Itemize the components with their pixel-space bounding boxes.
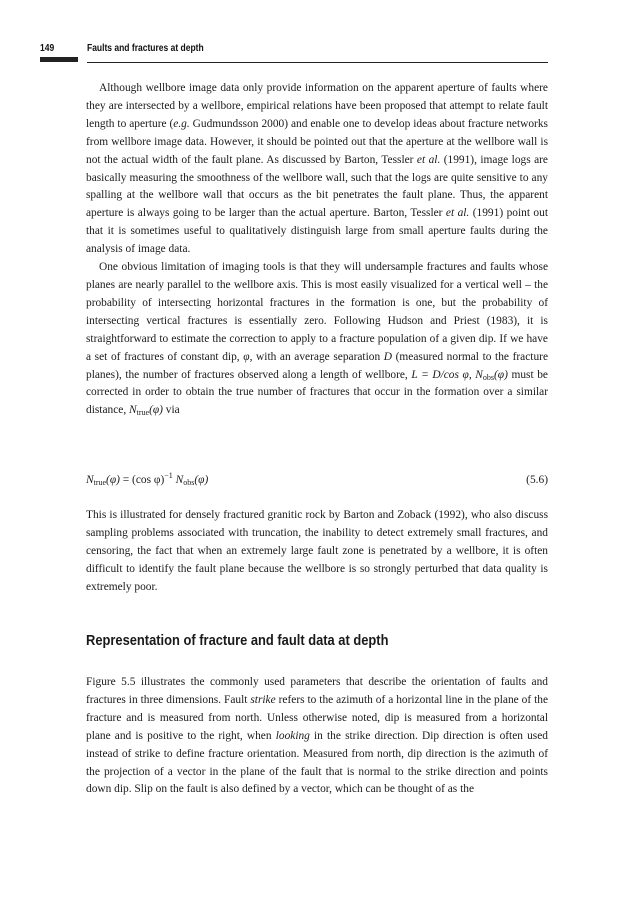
paragraph-undersampling [86, 259, 548, 420]
math-symbol: (φ) [194, 474, 209, 486]
text-italic: e.g. [173, 117, 190, 130]
section-heading: Representation of fracture and fault data at depth [86, 632, 389, 649]
text-block-1 [86, 80, 548, 420]
text-block-3 [86, 674, 548, 799]
text-run: , [468, 368, 476, 381]
header-rule [87, 62, 548, 63]
text-run: (1991), image logs are basically measuring the smoothness of the wellbore wall, such that the logs are quite sensitive to any spalling at the wellbore wall that occurs as the bit penetrates the fault plane. Thus, the apparent aperture is always going to be larger than the actual aperture. Barton, Tessler [86, 153, 548, 220]
math-symbol: N [86, 474, 94, 486]
text-run: in the strike direction. Dip direction is often used instead of strike to define fracture orientation. Measured from north, dip direction is the azimuth of the projection of a vector in the plane of the fault that is normal to the strike direction and points down dip. Slip on the fault is also defined by a vector, which can be thought of as the [86, 729, 548, 796]
text-run: via [162, 404, 180, 417]
math-symbol: N [475, 368, 483, 381]
math-subscript: obs [482, 372, 494, 382]
text-run: Although wellbore image data only provide information on the apparent aperture of faults where they are intersected by a wellbore, empirical relations have been proposed that attempt to relate fault length to aperture ( [86, 82, 548, 130]
text-run: Figure 5.5 illustrates the commonly used parameters that describe the orientation of faults and fractures in three dimensions. Fault [86, 676, 548, 706]
math-symbol: (φ) [106, 474, 120, 486]
text-block-2 [86, 507, 548, 597]
text-run: , with an average separation [249, 350, 384, 363]
paragraph-orientation [86, 674, 548, 799]
equation-body [86, 471, 209, 487]
text-run: Gudmundsson 2000) and enable one to develop ideas about fracture networks from wellbore image data. However, it should be pointed out that the aperture at the wellbore wall is not the actual width of the fault plane. As discussed by Barton, Tessler [86, 117, 548, 166]
text-run: refers to the azimuth of a horizontal line in the plane of the fracture and is measured from north. Unless otherwise noted, dip is measured from a horizontal plane and is positive to the right, when [86, 693, 549, 742]
paragraph-sampling: This is illustrated for densely fractured granitic rock by Barton and Zoback (1992), who also discuss sampling problems associated with truncation, the inability to detect extremely small fractures, and censoring, the fact that when an extremely large fault zone is penetrated by a wellbore, it is often difficult to identify the fault plane because the wellbore is so strongly perturbed that data quality is extremely poor. [86, 509, 548, 593]
header-bar [40, 57, 78, 62]
text-italic: et al. [445, 207, 470, 220]
equation-5-6 [86, 471, 548, 489]
math-symbol: (φ) [149, 404, 163, 417]
math-subscript: obs [183, 478, 195, 487]
math-superscript: −1 [164, 471, 173, 480]
text-run: (measured normal to the fracture planes), the number of fractures observed along a length of wellbore, [86, 350, 549, 381]
text-italic: looking [275, 729, 310, 742]
math-text: = (cos φ) [119, 474, 165, 486]
math-subscript: true [93, 478, 107, 487]
math-symbol: N [129, 404, 137, 417]
page-number: 149 [40, 43, 55, 54]
text-run: (1991) point out that it is sometimes useful to qualitatively distinguish large from small aperture faults during the analysis of image data. [86, 207, 548, 256]
paragraph-aperture [86, 80, 548, 259]
math-symbol: φ [243, 350, 250, 363]
math-formula: L = D/cos φ [411, 368, 469, 381]
text-run: One obvious limitation of imaging tools is that they will undersample fractures and faults whose planes are nearly parallel to the wellbore axis. This is most easily visualized for a vertical well – the probability of intersecting horizontal fractures in the formation is one, but the probability of intersecting vertical fractures is essentially zero. Following Hudson and Priest (1983), it is straightforward to estimate the correction to apply to a fracture population of a given dip. If we have a set of fractures of constant dip, [86, 261, 548, 363]
running-title: Faults and fractures at depth [87, 43, 204, 54]
equation-number: (5.6) [526, 474, 548, 486]
text-italic: strike [250, 693, 276, 706]
math-symbol: D [383, 350, 392, 363]
math-subscript: true [136, 408, 150, 418]
math-symbol: N [172, 474, 184, 486]
math-symbol: (φ) [494, 368, 508, 381]
text-run: must be corrected in order to obtain the true number of fractures that occur in the formation over a similar distance, [86, 368, 548, 417]
page-header [40, 43, 548, 65]
text-italic: et al. [416, 153, 441, 166]
